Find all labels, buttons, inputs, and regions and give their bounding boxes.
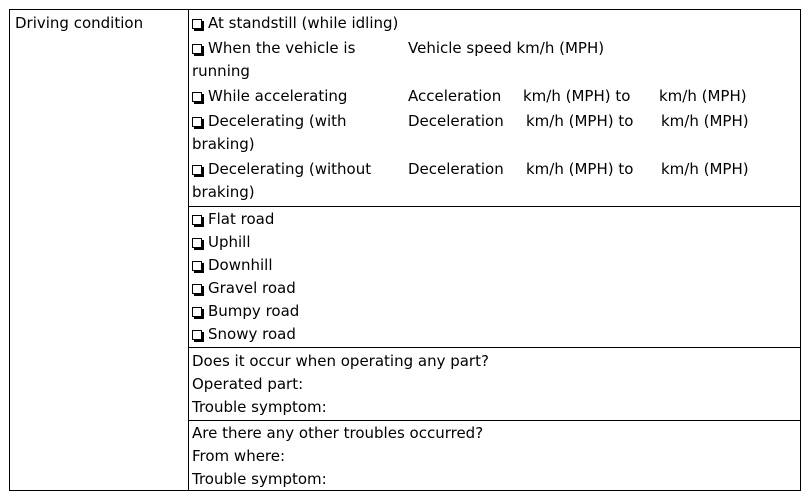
option-downhill[interactable]: Downhill [192,255,273,275]
option-standstill[interactable]: At standstill (while idling) [192,13,398,33]
checkbox-icon[interactable] [192,238,202,248]
option-decel-braking-cont: braking) [192,135,255,153]
acceleration-unit: km/h (MPH) [659,87,747,105]
checkbox-icon[interactable] [192,261,202,271]
from-where-field[interactable]: From where: [192,447,286,465]
option-gravel-road[interactable]: Gravel road [192,278,296,298]
operating-question: Does it occur when operating any part? [192,352,489,370]
checkbox-icon[interactable] [192,92,202,102]
checkbox-icon[interactable] [192,215,202,225]
deceleration-label: Deceleration [408,160,504,178]
operated-part-field[interactable]: Operated part: [192,375,304,393]
road-section [189,207,800,348]
row-label-cell [10,10,189,490]
option-decel-nobrake[interactable]: Decelerating (without [192,159,371,179]
deceleration-range: km/h (MPH) to [526,160,634,178]
checkbox-icon[interactable] [192,19,202,29]
other-symptom-field[interactable]: Trouble symptom: [192,470,327,488]
checkbox-icon[interactable] [192,307,202,317]
option-uphill[interactable]: Uphill [192,232,251,252]
deceleration-unit: km/h (MPH) [661,160,749,178]
option-running-cont: running [192,62,250,80]
option-running[interactable]: When the vehicle is [192,38,355,58]
deceleration-range: km/h (MPH) to [526,112,634,130]
deceleration-label: Deceleration [408,112,504,130]
option-flat-road[interactable]: Flat road [192,209,274,229]
option-decel-nobrake-cont: braking) [192,183,255,201]
row-label: Driving condition [15,14,144,32]
option-bumpy-road[interactable]: Bumpy road [192,301,299,321]
driving-condition-table [9,9,801,491]
option-snowy-road[interactable]: Snowy road [192,324,296,344]
operating-symptom-field[interactable]: Trouble symptom: [192,398,327,416]
checkbox-icon[interactable] [192,44,202,54]
checkbox-icon[interactable] [192,330,202,340]
other-troubles-question: Are there any other troubles occurred? [192,424,484,442]
option-accelerating[interactable]: While accelerating [192,86,347,106]
option-decel-braking[interactable]: Decelerating (with [192,111,347,131]
deceleration-unit: km/h (MPH) [661,112,749,130]
checkbox-icon[interactable] [192,284,202,294]
vehicle-state-section [189,10,800,207]
operating-part-section [189,348,800,421]
other-troubles-section [189,421,800,492]
checkbox-icon[interactable] [192,165,202,175]
options-column [189,10,800,490]
vehicle-speed-label: Vehicle speed km/h (MPH) [408,39,605,57]
acceleration-label: Acceleration [408,87,502,105]
acceleration-range: km/h (MPH) to [523,87,631,105]
checkbox-icon[interactable] [192,117,202,127]
